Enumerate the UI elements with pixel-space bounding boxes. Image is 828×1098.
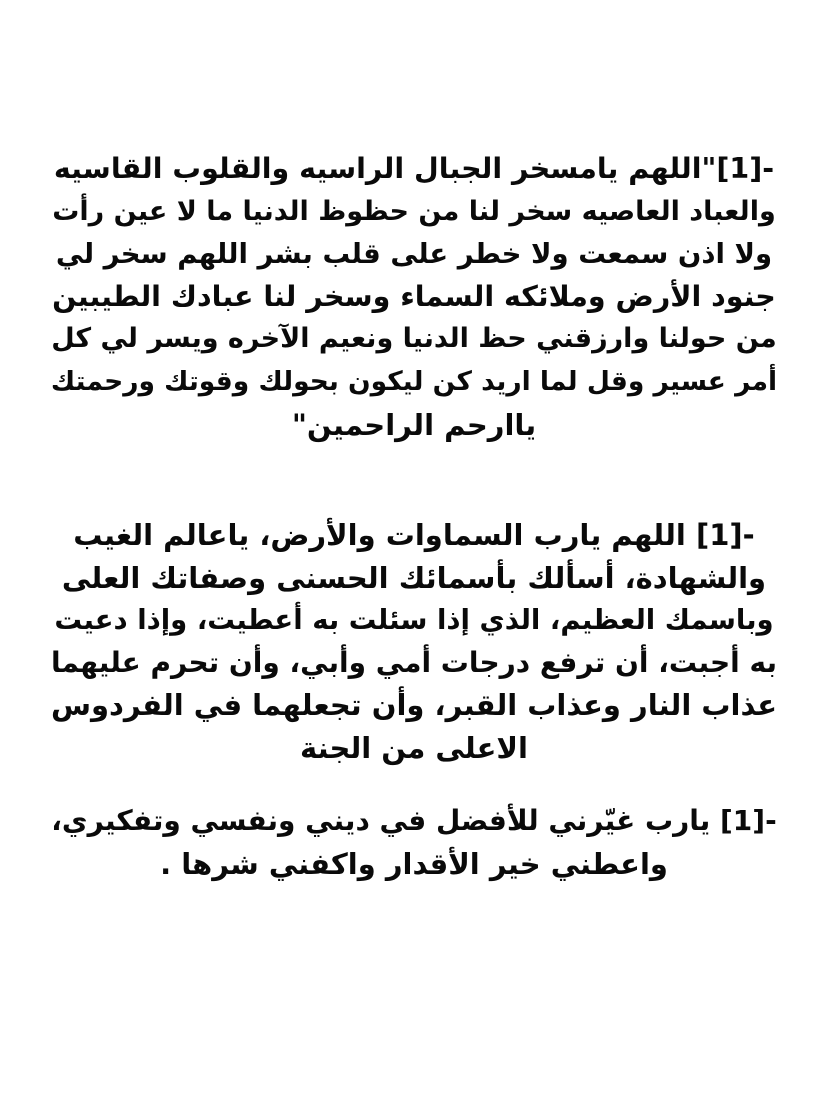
text-line: وباسمك العظيم، الذي إذا سئلت به أعطيت، وإذا دعيت: [54, 604, 774, 637]
text-line: -[1]"اللهم يامسخر الجبال الراسيه والقلوب القاسيه: [53, 152, 775, 185]
dua-paragraph-1: [50, 148, 778, 446]
text-line: ولا اذن سمعت ولا خطر على قلب بشر اللهم سخر لي: [55, 238, 773, 271]
text-line: عذاب النار وعذاب القبر، وأن تجعلهما في الفردوس: [50, 688, 778, 723]
text-line: والعباد العاصيه سخر لنا من حظوظ الدنيا ما لا عين رأت: [52, 195, 776, 227]
dua-paragraph-2: [50, 514, 778, 770]
text-line: -[1] اللهم يارب السماوات والأرض، ياعالم الغيب: [73, 518, 755, 552]
text-line: أمر عسير وقل لما اريد كن ليكون بحولك وقوتك ورحمتك: [50, 365, 778, 397]
text-line: من حولنا وارزقني حظ الدنيا ونعيم الآخره ويسر لي كل: [51, 323, 777, 355]
text-line: واعطني خير الأقدار واكفني شرها .: [160, 846, 668, 881]
text-line: ياارحم الراحمين": [291, 407, 537, 442]
text-line: به أجبت، أن ترفع درجات أمي وأبي، وأن تحرم عليهما: [51, 645, 777, 679]
text-line: والشهادة، أسألك بأسمائك الحسنى وصفاتك العلى: [61, 560, 767, 595]
text-line: -[1] يارب غيّرني للأفضل في ديني ونفسي وتفكيري،: [51, 804, 777, 837]
text-line: جنود الأرض وملائكه السماء وسخر لنا عبادك الطيبين: [52, 279, 776, 313]
text-line: الاعلى من الجنة: [300, 730, 528, 765]
dua-paragraph-3: [50, 800, 778, 885]
